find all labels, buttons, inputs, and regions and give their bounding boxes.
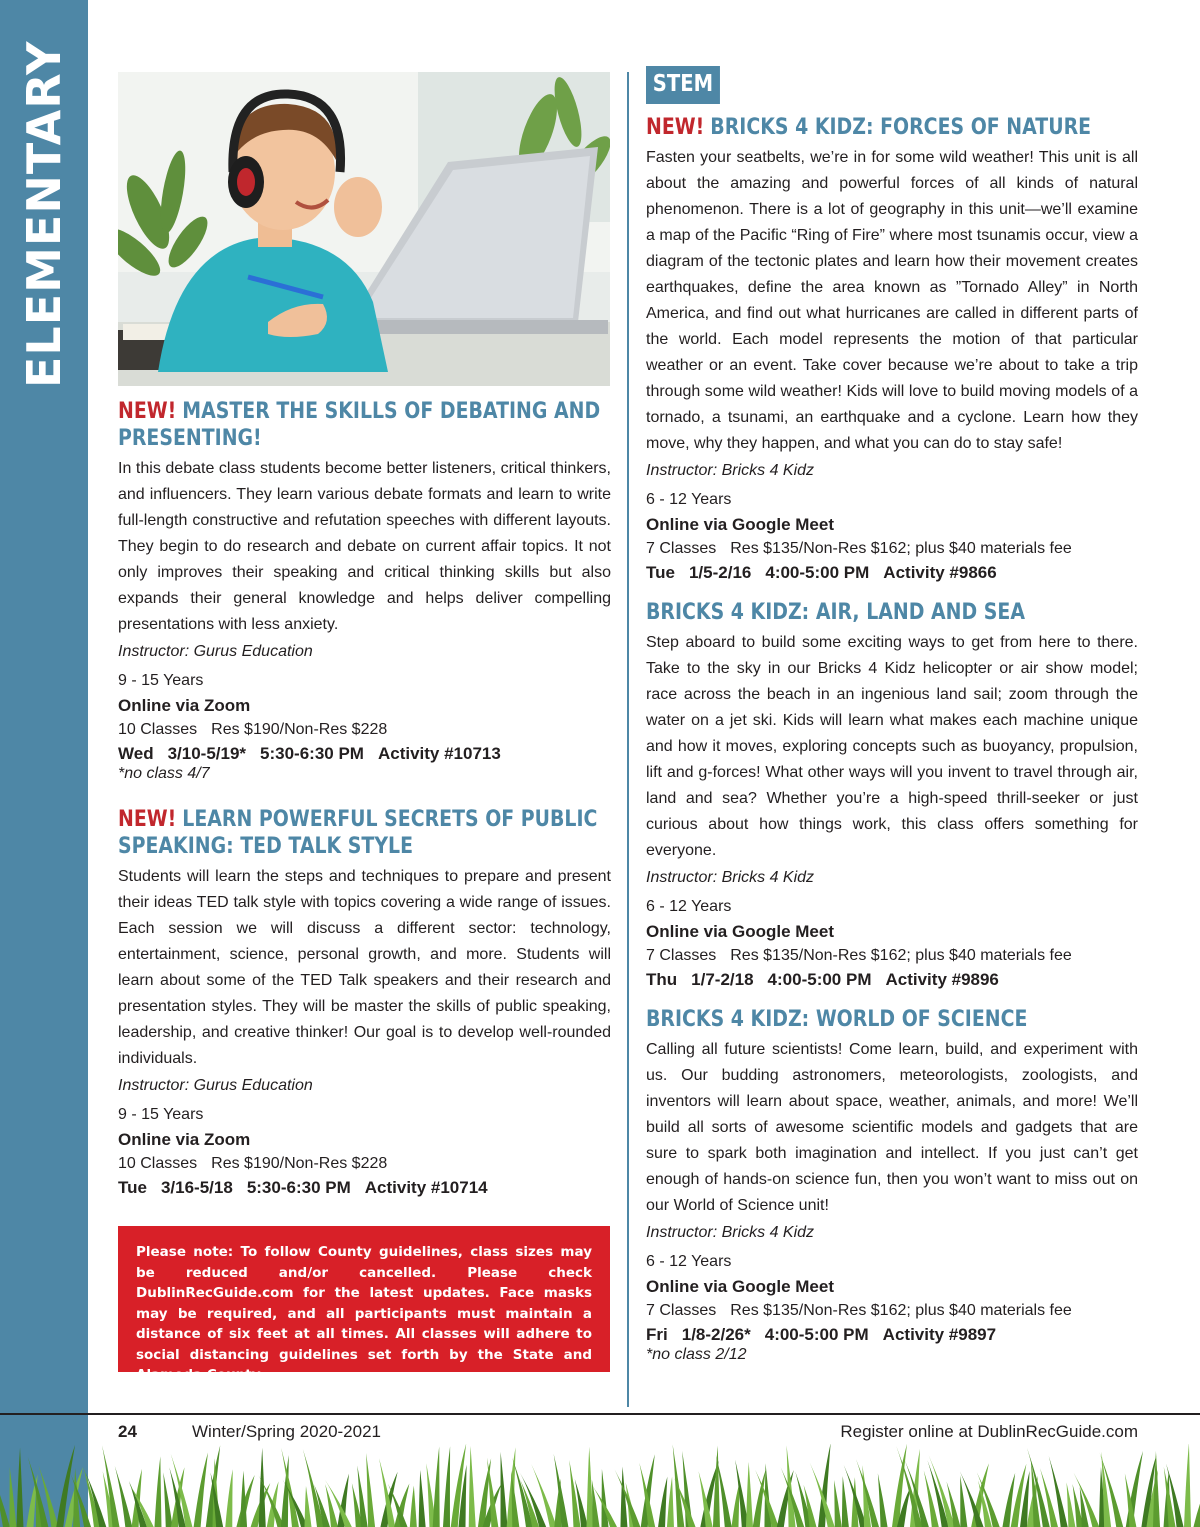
grass-blade bbox=[658, 1477, 667, 1527]
class-title-text: MASTER THE SKILLS OF DEBATING AND PRESENTING! bbox=[118, 399, 601, 451]
grass-blade bbox=[834, 1480, 842, 1527]
grass-blade bbox=[1067, 1482, 1076, 1527]
class-location: Online via Google Meet bbox=[646, 922, 834, 941]
section-heading-stem: STEM bbox=[646, 66, 720, 104]
class-time: 5:30-6:30 PM bbox=[246, 1178, 351, 1197]
grass-blade bbox=[419, 1470, 426, 1527]
class-fees-line bbox=[118, 1152, 611, 1176]
class-title-text: LEARN POWERFUL SECRETS OF PUBLIC SPEAKING: TED TALK STYLE bbox=[118, 807, 598, 859]
class-location: Online via Google Meet bbox=[646, 515, 834, 534]
class-title bbox=[118, 806, 610, 860]
class-count: 7 Classes bbox=[646, 1302, 717, 1319]
grass-blade bbox=[746, 1462, 753, 1527]
class-session bbox=[646, 561, 1138, 585]
grass-blade bbox=[0, 1462, 10, 1527]
grass-blade bbox=[304, 1486, 311, 1527]
class-description: In this debate class students become better listeners, critical thinkers, and influencers. They learn various debate formats and learn to write full-length constructive and refutation speeches with different layouts. They begin to do research and debate on current affair topics. It not only improves their speaking and critical thinking skills but also expands their general knowledge and helps deliver compelling presentations with less anxiety. bbox=[118, 460, 611, 633]
class-fees: Res $135/Non-Res $162; plus $40 materials fee bbox=[730, 947, 1072, 964]
class-count: 10 Classes bbox=[118, 721, 198, 738]
new-badge: NEW! bbox=[118, 807, 177, 832]
class-description: Step aboard to build some exciting ways to get from here to there. Take to the sky in our Bricks 4 Kidz helicopter or air show model; race across the beach in an ingenious land sail; zoom through the water on a jet ski. Kids will learn what makes each machine unique and how it moves, exploring concepts such as buoyancy, propulsion, lift and g-forces! What other ways will you invent to travel through air, land and sea? Whether you’re a high-speed thrill-seeker or just curious about how things work, this class offers something for everyone. bbox=[646, 634, 1138, 859]
grass-decoration bbox=[0, 1444, 1200, 1527]
column-divider bbox=[627, 72, 629, 1407]
grass-blade bbox=[433, 1447, 440, 1527]
grass-blade bbox=[9, 1467, 16, 1527]
left-column bbox=[118, 398, 611, 1214]
class-listing bbox=[646, 114, 1138, 585]
grass-blade bbox=[194, 1453, 208, 1527]
class-time: 4:00-5:00 PM bbox=[767, 970, 872, 989]
class-day: Thu bbox=[646, 970, 678, 989]
class-dates: 3/16-5/18 bbox=[160, 1178, 233, 1197]
grass-blade bbox=[225, 1469, 232, 1527]
grass-blade bbox=[878, 1473, 888, 1527]
class-fees: Res $190/Non-Res $228 bbox=[211, 1155, 388, 1172]
grass-blade bbox=[842, 1476, 849, 1527]
grass-blade bbox=[639, 1463, 655, 1527]
class-time: 4:00-5:00 PM bbox=[765, 563, 870, 582]
grass-blade bbox=[753, 1469, 766, 1527]
class-note: *no class 4/7 bbox=[118, 765, 210, 782]
class-count: 10 Classes bbox=[118, 1155, 198, 1172]
new-badge: NEW! bbox=[646, 115, 705, 140]
covid-notice-box bbox=[118, 1226, 610, 1383]
class-dates: 3/10-5/19* bbox=[167, 744, 247, 763]
class-instructor: Instructor: Bricks 4 Kidz bbox=[646, 1224, 815, 1241]
class-activity-number: Activity #10714 bbox=[364, 1178, 488, 1197]
class-dates: 1/5-2/16 bbox=[688, 563, 752, 582]
class-ages: 6 - 12 Years bbox=[646, 1253, 732, 1270]
class-ages: 9 - 15 Years bbox=[118, 672, 204, 689]
class-listing bbox=[646, 599, 1138, 992]
class-title-text: BRICKS 4 KIDZ: WORLD OF SCIENCE bbox=[646, 1007, 1028, 1032]
class-session bbox=[646, 968, 1138, 992]
grass-blade bbox=[1184, 1444, 1191, 1527]
grass-blade bbox=[469, 1446, 476, 1527]
class-fees-line bbox=[646, 537, 1138, 561]
grass-blade bbox=[667, 1477, 674, 1527]
class-instructor: Instructor: Bricks 4 Kidz bbox=[646, 462, 815, 479]
class-title bbox=[646, 114, 1137, 141]
class-location: Online via Google Meet bbox=[646, 1277, 834, 1296]
class-activity-number: Activity #9896 bbox=[885, 970, 999, 989]
class-description: Calling all future scientists! Come learn, build, and experiment with us. Our budding astronomers, meteorologists, zoologists, and inventors will learn about space, weather, animals, and more! We’ll build all sorts of awesome scientific models and gadgets that are sure to spark both imagination and intellect. If you just can’t get enough of hands-on science fun, then you won’t want to miss out on our World of Science unit! bbox=[646, 1041, 1138, 1214]
grass-blade bbox=[1193, 1476, 1200, 1527]
class-count: 7 Classes bbox=[646, 947, 717, 964]
grass-blade bbox=[410, 1486, 417, 1527]
class-title-text: BRICKS 4 KIDZ: FORCES OF NATURE bbox=[710, 115, 1092, 140]
grass-blade bbox=[366, 1453, 375, 1527]
class-fees-line bbox=[646, 944, 1138, 968]
grass-blade bbox=[163, 1472, 172, 1527]
class-ages: 9 - 15 Years bbox=[118, 1106, 204, 1123]
class-title bbox=[118, 398, 610, 452]
class-session bbox=[646, 1323, 1138, 1347]
class-title bbox=[646, 1006, 1137, 1033]
class-ages: 6 - 12 Years bbox=[646, 898, 732, 915]
class-fees: Res $135/Non-Res $162; plus $40 materials fee bbox=[730, 1302, 1072, 1319]
class-fees: Res $135/Non-Res $162; plus $40 materials fee bbox=[730, 540, 1072, 557]
class-fees: Res $190/Non-Res $228 bbox=[211, 721, 388, 738]
class-time: 4:00-5:00 PM bbox=[764, 1325, 869, 1344]
class-listing bbox=[118, 398, 611, 782]
class-activity-number: Activity #9866 bbox=[883, 563, 997, 582]
class-location: Online via Zoom bbox=[118, 696, 251, 715]
footer-register-link[interactable]: Register online at DublinRecGuide.com bbox=[840, 1422, 1138, 1441]
class-note: *no class 2/12 bbox=[646, 1346, 747, 1363]
class-fees-line bbox=[646, 1299, 1138, 1323]
class-session bbox=[118, 1176, 611, 1200]
class-activity-number: Activity #10713 bbox=[377, 744, 501, 763]
class-day: Fri bbox=[646, 1325, 668, 1344]
class-fees-line bbox=[118, 718, 611, 742]
page-number: 24 bbox=[118, 1422, 137, 1441]
right-column bbox=[646, 66, 1138, 1377]
class-title bbox=[646, 599, 1137, 626]
class-session bbox=[118, 742, 611, 766]
boy-with-headphones-at-laptop-photo bbox=[118, 72, 610, 386]
new-badge: NEW! bbox=[118, 399, 177, 424]
covid-notice-text: Please note: To follow County guidelines, class sizes may be reduced and/or cancelled. Please check DublinRecGuide.com for the latest updates. Face masks may be required, and all participants must maintain a distance of six feet at all times. All classes will adhere to social distancing guidelines set forth by the State and Alameda County. bbox=[136, 1244, 592, 1383]
class-day: Tue bbox=[118, 1178, 147, 1197]
class-dates: 1/8-2/26* bbox=[681, 1325, 751, 1344]
class-activity-number: Activity #9897 bbox=[882, 1325, 997, 1344]
grass-blade bbox=[154, 1456, 161, 1527]
grass-blade bbox=[443, 1446, 450, 1527]
class-count: 7 Classes bbox=[646, 540, 717, 557]
class-day: Wed bbox=[118, 744, 154, 763]
class-title-text: BRICKS 4 KIDZ: AIR, LAND AND SEA bbox=[646, 600, 1025, 625]
grass-blade bbox=[960, 1475, 967, 1527]
class-instructor: Instructor: Gurus Education bbox=[118, 643, 313, 660]
grass-blade bbox=[927, 1460, 948, 1527]
class-time: 5:30-6:30 PM bbox=[260, 744, 364, 763]
class-instructor: Instructor: Gurus Education bbox=[118, 1077, 313, 1094]
class-instructor: Instructor: Bricks 4 Kidz bbox=[646, 869, 815, 886]
grass-blade bbox=[501, 1452, 508, 1527]
class-description: Students will learn the steps and techniques to prepare and present their ideas TED talk style with topics covering a wide range of issues. Each session we will discuss a different sector: technology, entertainment, science, personal growth, and more. Students will learn about some of the TED Talk speakers and their research and presentation styles. They will be master the skills of public speaking, leadership, and creative thinker! Our goal is to develop well-rounded individuals. bbox=[118, 868, 611, 1067]
class-listing bbox=[646, 1006, 1138, 1363]
class-day: Tue bbox=[646, 563, 675, 582]
class-dates: 1/7-2/18 bbox=[691, 970, 754, 989]
section-side-tab-label: ELEMENTARY bbox=[17, 40, 71, 388]
footer-rule bbox=[0, 1413, 1200, 1415]
class-ages: 6 - 12 Years bbox=[646, 491, 732, 508]
class-description: Fasten your seatbelts, we’re in for some wild weather! This unit is all about the amazing and powerful forces of all kinds of natural phenomenon. There is a lot of geography in this unit—we’ll examine a map of the Pacific “Ring of Fire” where most tsunamis occur, view a diagram of the tectonic plates and learn how their movement creates earthquakes, define the area known as ”Tornado Alley” in North America, and find out what hurricanes are called in different parts of the world. Each model represents the motion of that particular weather or an event. Take cover because we’re about to take a trip through some wild weather! Kids will love to build moving models of a tornado, a tsunami, an earthquake and a cyclone. Learn how they move, why they happen, and what you can do to stay safe! bbox=[646, 149, 1138, 452]
class-location: Online via Zoom bbox=[118, 1130, 251, 1149]
section-side-tab bbox=[0, 0, 88, 1527]
footer-season: Winter/Spring 2020-2021 bbox=[192, 1422, 382, 1441]
grass-blade bbox=[16, 1447, 23, 1527]
class-listing bbox=[118, 806, 611, 1200]
grass-blade bbox=[615, 1469, 641, 1527]
